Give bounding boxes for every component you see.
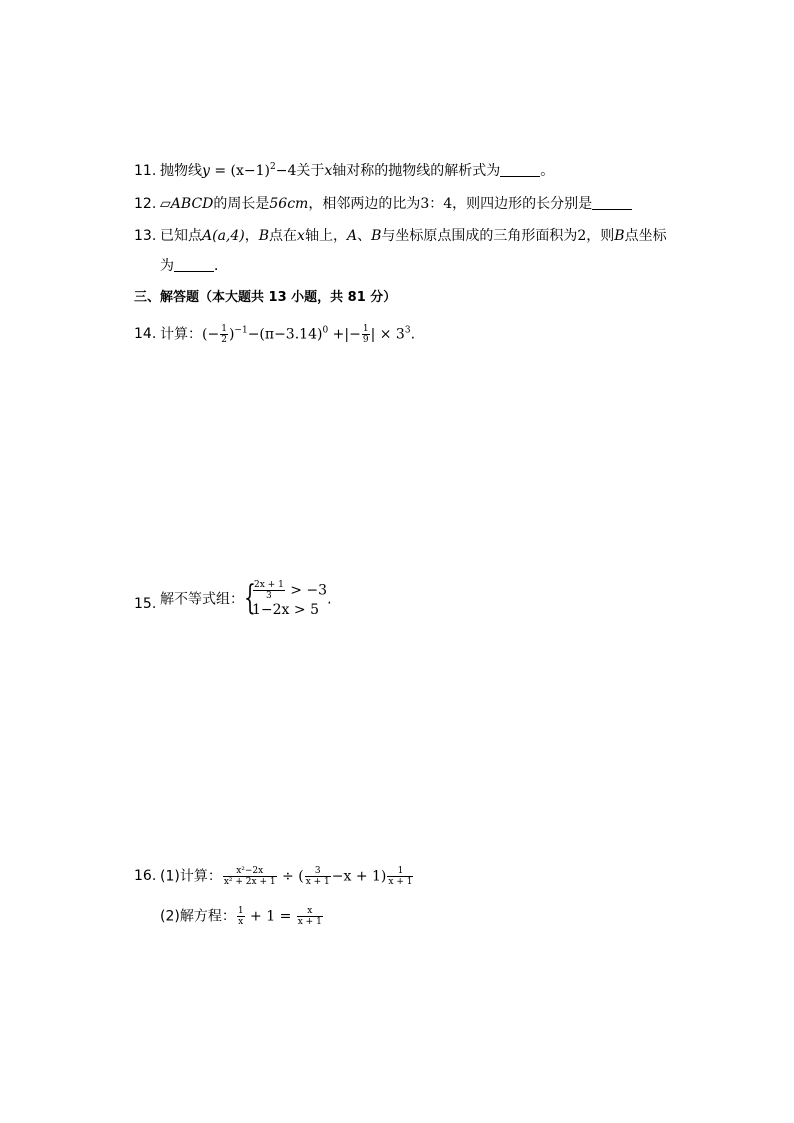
question-number: 11.	[134, 163, 157, 179]
text: 关于	[296, 163, 325, 179]
question-number: 14.	[134, 326, 157, 342]
question-text	[160, 866, 414, 887]
text: 轴上，	[304, 228, 347, 244]
text: ，则	[586, 228, 615, 244]
section-heading: 三、解答题（本大题共 13 小题，共 81 分）	[134, 290, 397, 305]
math: B	[371, 228, 382, 244]
answer-blank	[500, 162, 540, 177]
text: 、	[357, 228, 372, 244]
text: 与坐标原点围成的三角形面积为	[381, 228, 578, 244]
text: 计算：	[160, 326, 202, 343]
fraction: $\frac{1}{x + 1}$	[388, 866, 413, 887]
math: 2	[577, 228, 587, 244]
math: x	[324, 163, 333, 179]
math: x	[297, 228, 305, 244]
fraction: $\frac{3}{x + 1}$	[305, 866, 330, 887]
text: ，相邻两边的比为	[308, 196, 421, 212]
superscript: 0	[322, 325, 329, 336]
text: (2)解方程：	[160, 908, 236, 925]
math: +|−	[328, 326, 361, 343]
math: 3：4	[420, 196, 453, 212]
question-text	[160, 256, 228, 276]
text: 已知点	[160, 228, 202, 244]
math: + 1 =	[245, 908, 296, 925]
question-text	[160, 161, 554, 181]
question-number: 13.	[134, 228, 157, 244]
superscript: −1	[234, 325, 248, 336]
text: 点坐标	[624, 228, 667, 244]
text: .	[327, 591, 332, 608]
text: ．	[214, 258, 228, 274]
fraction: $\frac{\text{x²−2x}}{\text{x² + 2x + 1}}$	[223, 866, 276, 887]
text: (1)计算：	[160, 868, 222, 885]
answer-blank	[174, 257, 214, 272]
question-number: 16.	[134, 868, 157, 884]
question-number: 15.	[134, 596, 157, 612]
math: A(a,4)	[202, 228, 245, 244]
answer-blank	[592, 195, 632, 210]
text: .	[410, 326, 416, 343]
brace: {	[244, 578, 256, 618]
math: )	[228, 326, 235, 343]
math: −x + 1)	[331, 868, 387, 885]
text: 。	[540, 163, 555, 179]
math: y	[202, 163, 210, 179]
text: 的周长是	[213, 196, 270, 212]
text: 轴对称的抛物线的解析式为	[332, 163, 501, 179]
parallelogram-symbol: ▱	[160, 196, 171, 212]
text: 点在	[269, 228, 298, 244]
inequality-1: $\frac{2x + 1}{3}$ > −3	[254, 580, 328, 601]
question-number: 12.	[134, 196, 157, 212]
math: (−	[202, 326, 220, 343]
math: ABCD	[170, 196, 214, 212]
math: −4	[275, 163, 297, 179]
math: = (x−1)	[209, 163, 271, 179]
superscript: 2	[270, 162, 276, 172]
fraction: $\frac{x}{x + 1}$	[297, 906, 322, 927]
question-text	[160, 324, 415, 345]
math: B	[614, 228, 625, 244]
fraction: $\frac{1}{x}$	[237, 906, 244, 927]
text: 解不等式组：	[160, 591, 244, 608]
math: A	[346, 228, 358, 244]
fraction: $\frac{2x + 1}{3}$	[254, 580, 284, 601]
math: 56cm	[269, 196, 309, 212]
question-text	[160, 580, 332, 619]
question-text	[160, 906, 324, 927]
inequality-2: 1−2x > 5	[252, 602, 319, 618]
question-text	[160, 226, 667, 246]
text: 抛物线	[160, 163, 202, 179]
fraction: $\frac{1}{9}$	[362, 324, 369, 345]
math: −(π−3.14)	[247, 326, 323, 343]
text: ，则四边形的长分别是	[452, 196, 593, 212]
inequality-system	[244, 580, 327, 619]
math: | × 3	[370, 326, 405, 343]
math: ÷ (	[277, 868, 304, 885]
text: 为	[160, 258, 174, 274]
math: B	[258, 228, 270, 244]
question-text	[160, 194, 632, 214]
superscript: 3	[404, 325, 411, 336]
fraction: $\frac{1}{2}$	[221, 324, 227, 345]
text: ，	[244, 228, 259, 244]
